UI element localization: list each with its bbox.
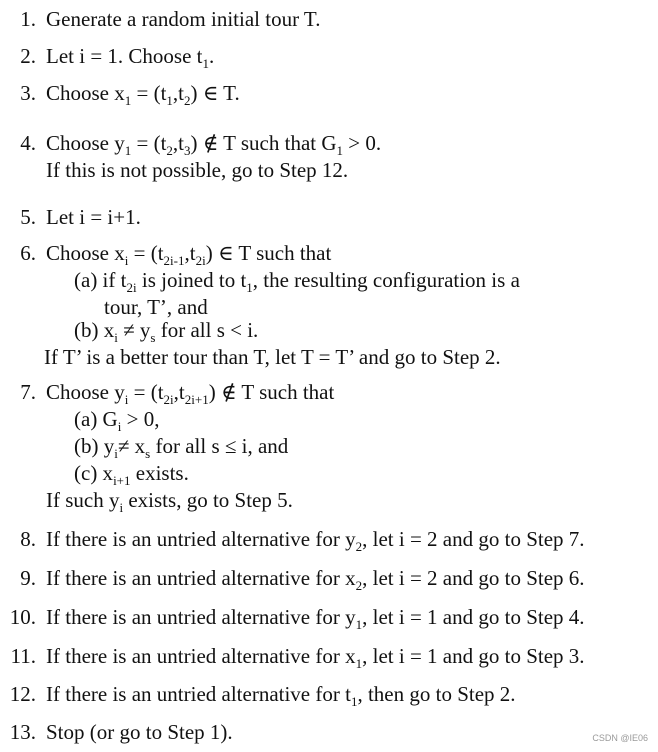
watermark: CSDN @IE06 <box>592 733 648 743</box>
